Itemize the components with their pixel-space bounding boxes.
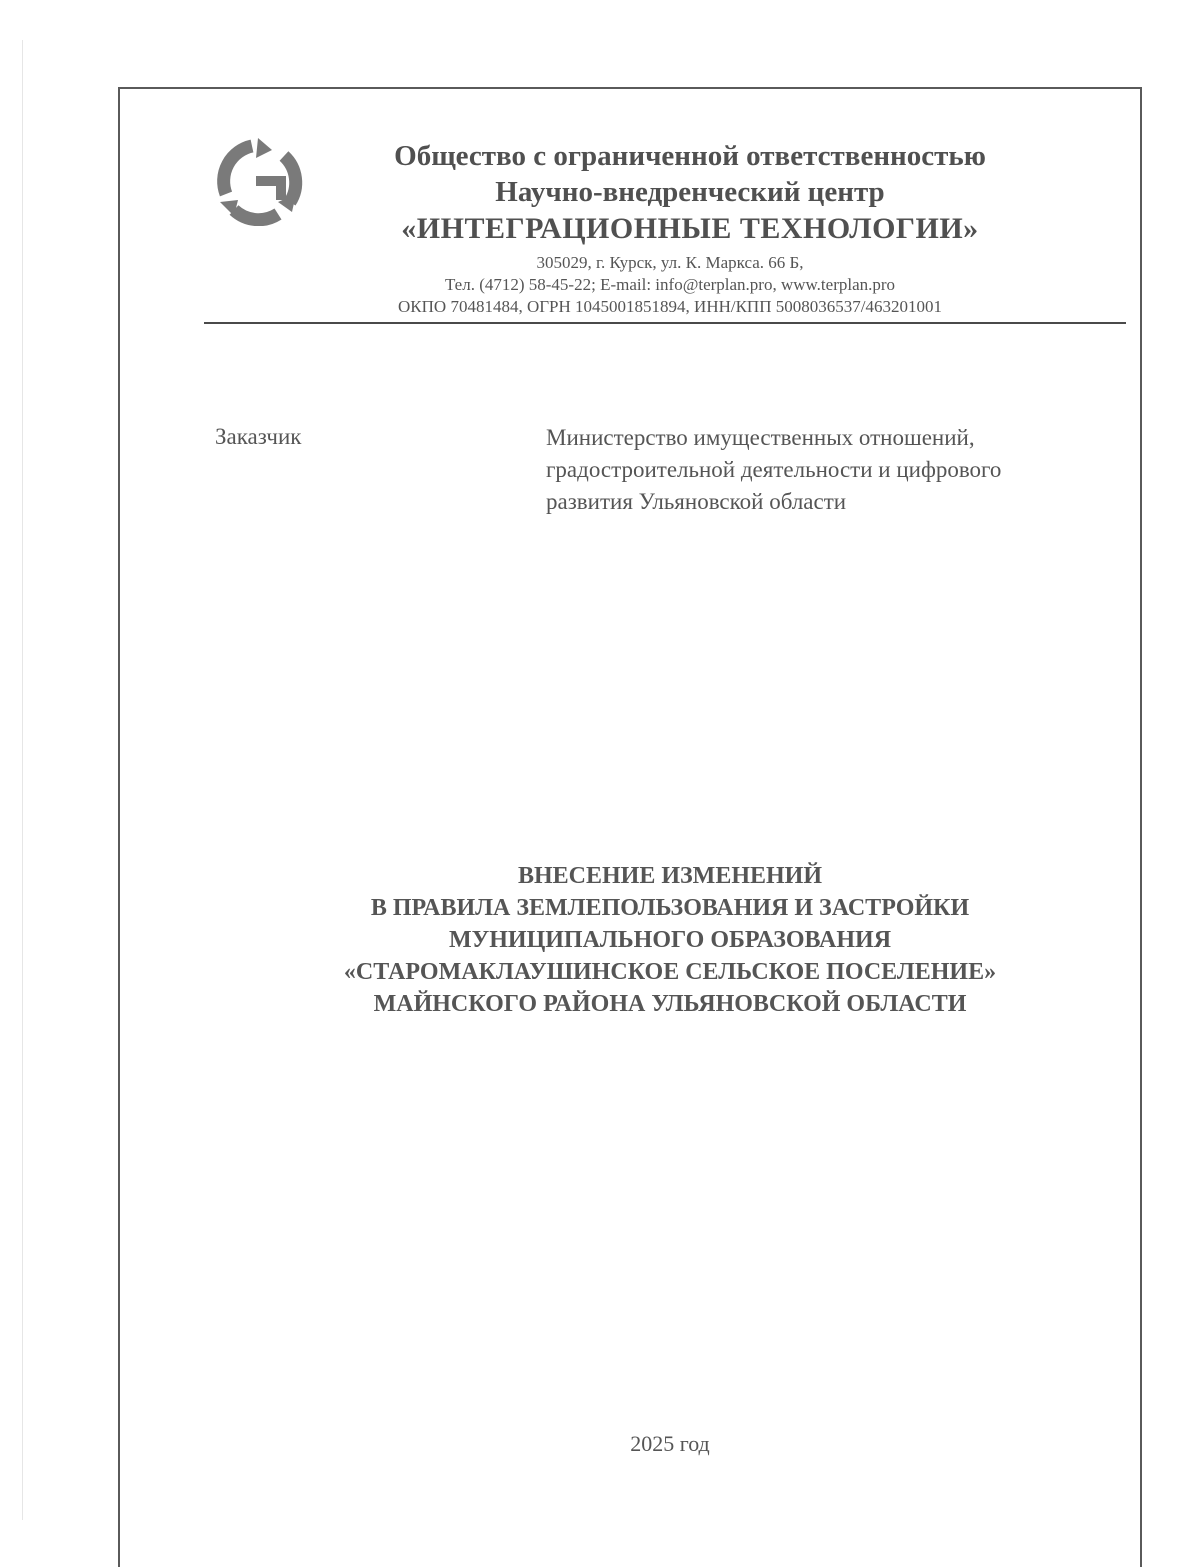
- header-divider: [204, 322, 1126, 324]
- scan-edge-line: [22, 40, 23, 1520]
- org-name-line-3: «ИНТЕГРАЦИОННЫЕ ТЕХНОЛОГИИ»: [401, 212, 979, 245]
- customer-line-3: развития Ульяновской области: [546, 489, 847, 514]
- customer-line-2: градостроительной деятельности и цифрового: [546, 457, 1002, 482]
- org-name-line-1: Общество с ограниченной ответственностью: [394, 140, 986, 172]
- document-year: 2025 год: [630, 1431, 710, 1456]
- customer-line-1: Министерство имущественных отношений,: [546, 425, 975, 450]
- org-phone-email: Тел. (4712) 58-45-22; E-mail: info@terplan.pro, www.terplan.pro: [444, 275, 896, 294]
- title-line-5: МАЙНСКОГО РАЙОНА УЛЬЯНОВСКОЙ ОБЛАСТИ: [373, 991, 967, 1017]
- company-logo-icon: [212, 136, 308, 226]
- title-line-1: ВНЕСЕНИЕ ИЗМЕНЕНИЙ: [517, 863, 823, 889]
- customer-label: Заказчик: [215, 424, 302, 449]
- org-name-line-2: Научно-внедренческий центр: [495, 176, 885, 208]
- title-line-2: В ПРАВИЛА ЗЕМЛЕПОЛЬЗОВАНИЯ И ЗАСТРОЙКИ: [370, 895, 970, 921]
- org-address: 305029, г. Курск, ул. К. Маркса. 66 Б,: [536, 253, 804, 272]
- customer-value: [546, 422, 1116, 518]
- org-registration-codes: ОКПО 70481484, ОГРН 1045001851894, ИНН/КПП 5008036537/463201001: [398, 297, 942, 316]
- title-line-3: МУНИЦИПАЛЬНОГО ОБРАЗОВАНИЯ: [448, 927, 892, 953]
- document-title: [230, 860, 1110, 1020]
- title-line-4: «СТАРОМАКЛАУШИНСКОЕ СЕЛЬСКОЕ ПОСЕЛЕНИЕ»: [343, 959, 997, 985]
